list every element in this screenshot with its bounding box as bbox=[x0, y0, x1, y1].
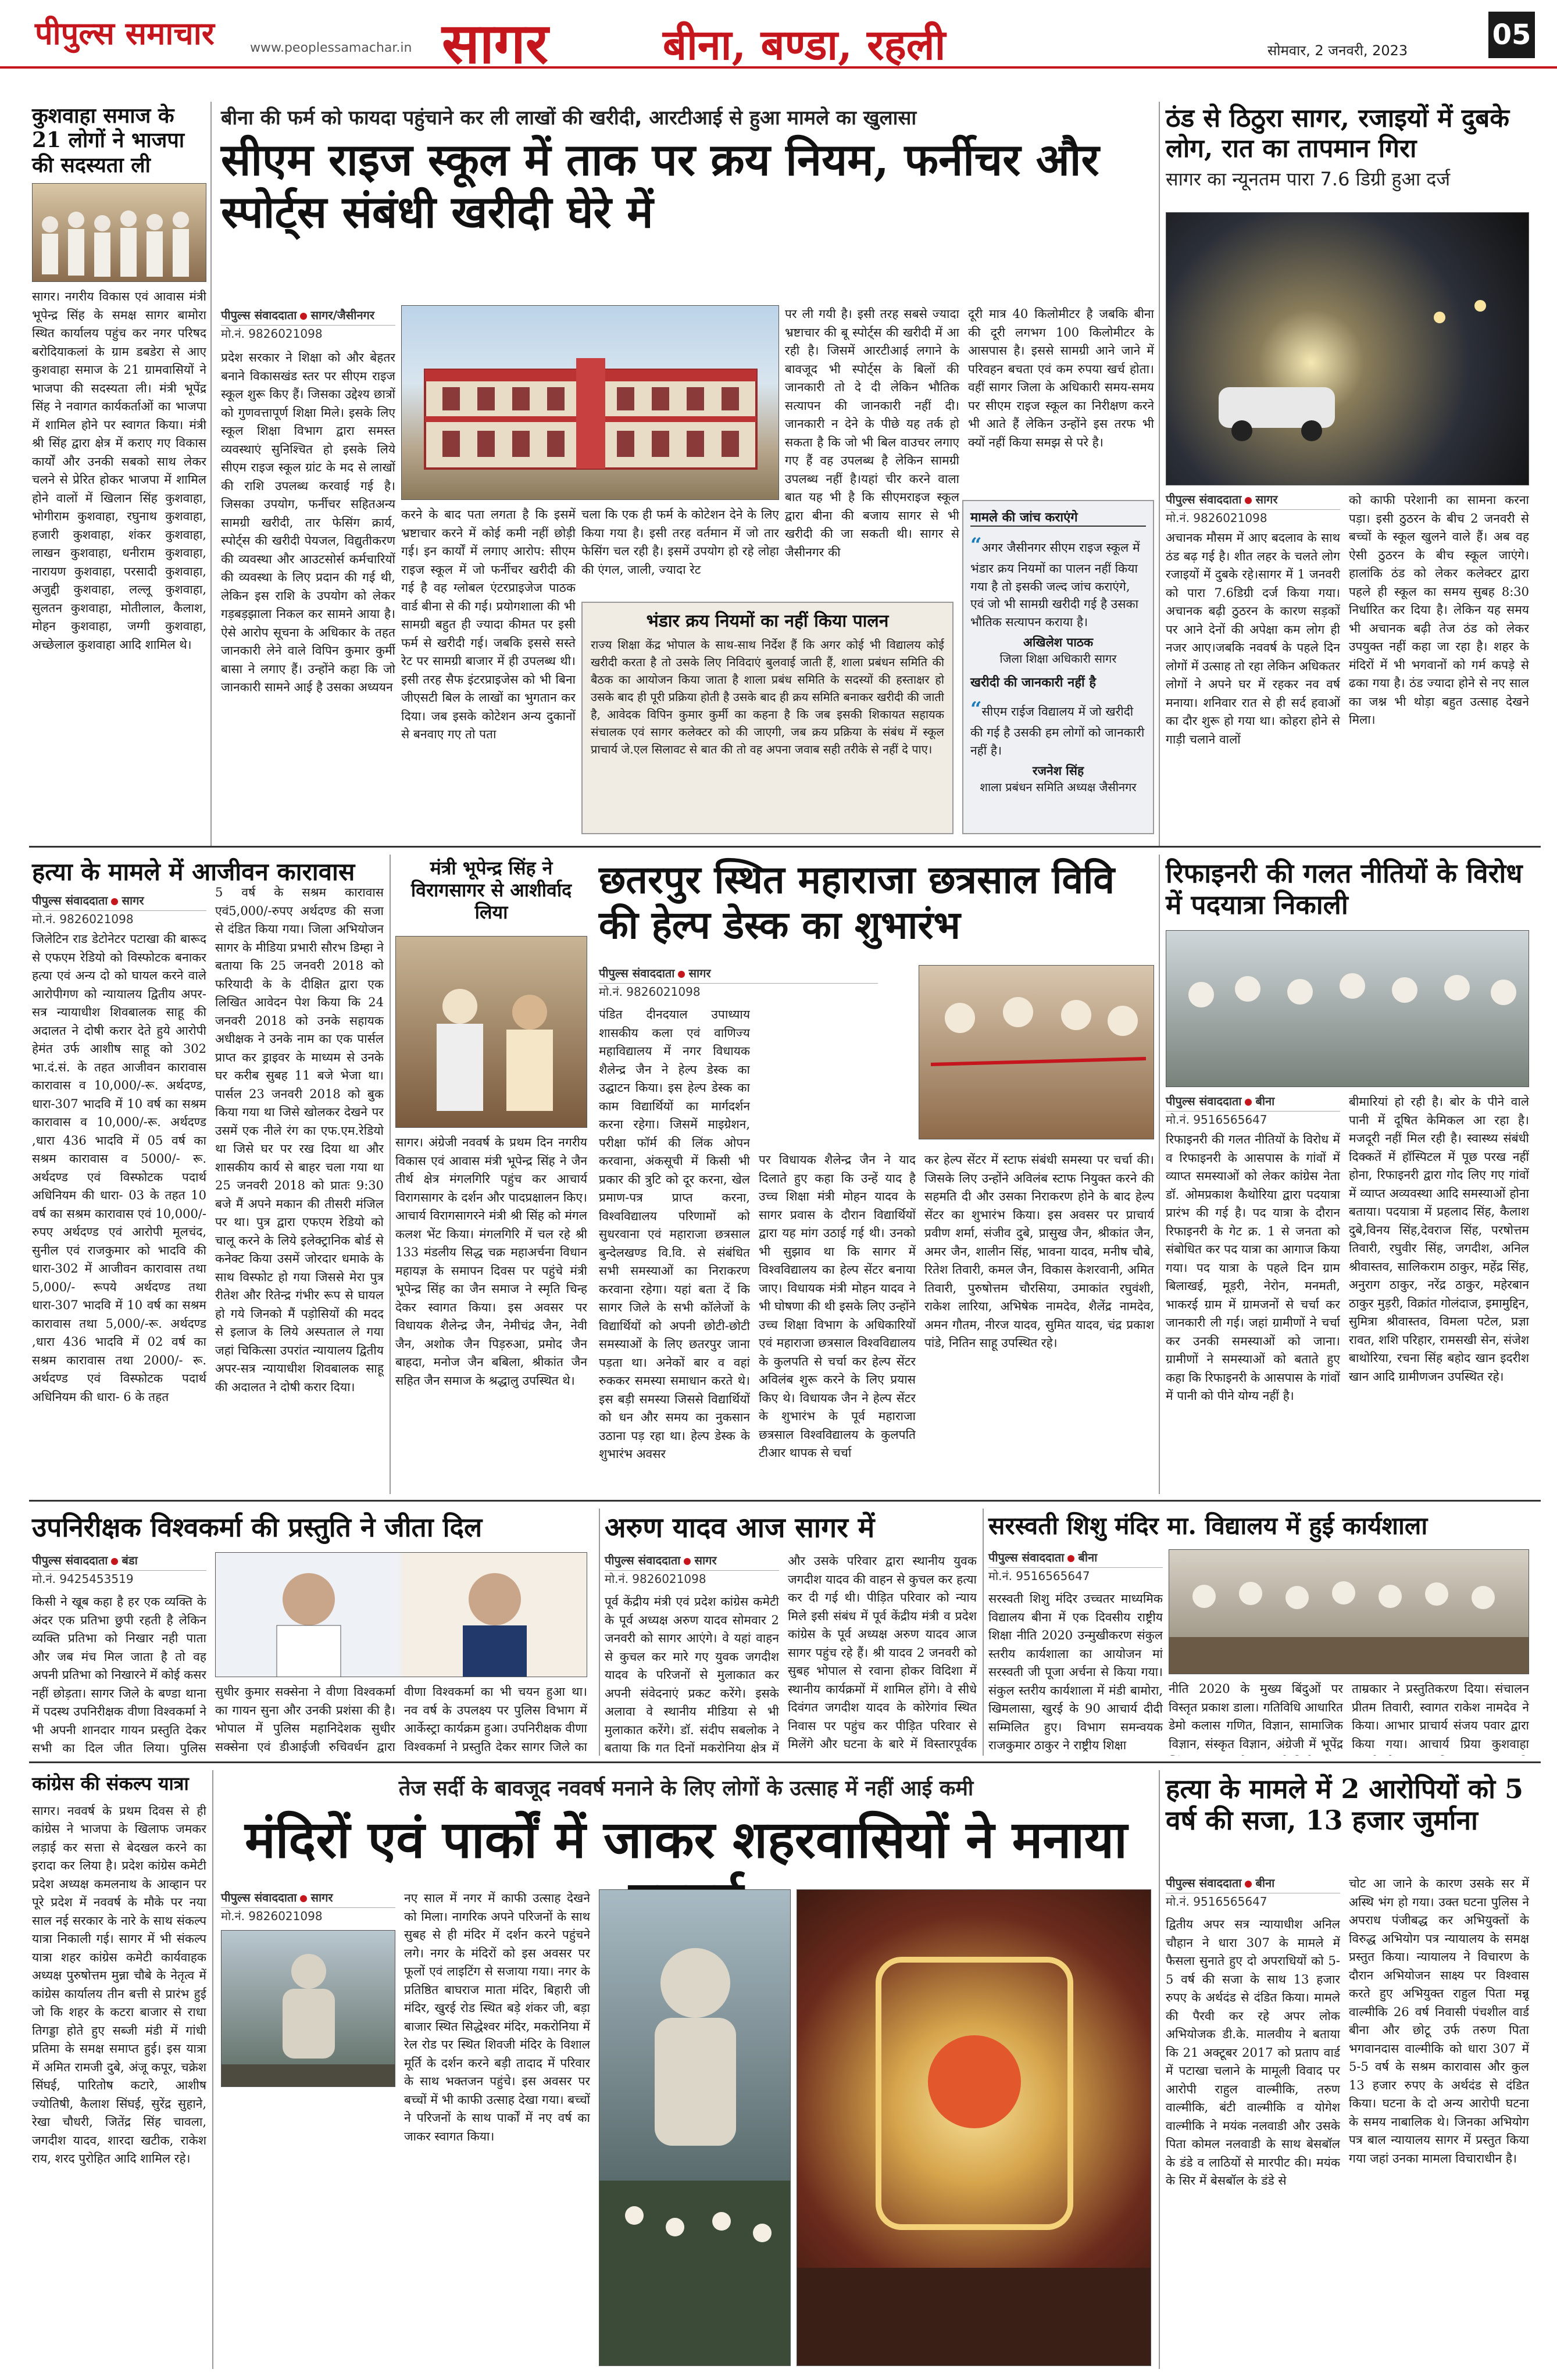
dateline: सोमवार, 2 जनवरी, 2023 bbox=[1267, 42, 1408, 59]
mobile-number: मो.नं. 9826021098 bbox=[32, 912, 134, 926]
portrait-icon bbox=[216, 1553, 587, 1677]
story-col: करने के बाद पता लगता है कि इसमें भ्रष्टाचार करने में कोई कमी नहीं छोड़ी गई। इन कार्यों में लगाए आरोप: सीएम राइज स्कूल में जो फर्नीचर खरीदी की गई है वह ग्लोबल एंटरप्राइजेज पाठक वार्ड बीना से की गई। प्रयोगशाला की भी सामग्री बहुत ही ज्यादा कीमत पर इसी फर्म से खरीदी गई। जबकि इससे सस्ते रेट पर सामग्री बाजार में ही उपलब्ध थी। इसी तरह सैफ इंटरप्राइजेस को भी बिना जीएसटी बिल के लाखों का भुगतान कर दिया। जब इसके कोटेशन अन्य दुकानों से बनवाए गए तो पता bbox=[401, 508, 576, 741]
quote-author: रजनेश सिंह bbox=[1032, 764, 1084, 778]
portrait-photos bbox=[215, 1552, 587, 1677]
story-byline-block bbox=[1166, 491, 1340, 526]
story-subhead: सागर का न्यूनतम पारा 7.6 डिग्री हुआ दर्ज bbox=[1166, 167, 1451, 190]
story-kicker: बीना की फर्म को फायदा पहुंचाने कर ली लाखों की खरीदी, आरटीआई से हुआ मामले का खुलासा bbox=[221, 106, 917, 130]
ribbon-cutting-icon bbox=[919, 966, 1154, 1139]
story-refinery bbox=[1166, 857, 1529, 921]
story-col: नए साल में नगर में काफी उत्साह देखने को मिला। नागरिक अपने परिजनों के साथ सुबह से ही मंदिर में दर्शन करने पहुंचने लगे। नगर के मंदिरों को इस अवसर पर फूलों एवं लाइटिंग से सजाया गया। नगर के प्रतिष्ठित बाघराज माता मंदिर, बिहारी जी मंदिर, खुरई रोड स्थित बड़े शंकर जी, बड़ा बाजार स्थित सिद्धेश्वर मंदिर, मकरोनिया में रेल रोड पर स्थित शिवजी मंदिर के विशाल मूर्ति के दर्शन करने बड़ी तादाद में परिवार के साथ भक्तजन पहुंचे। इस अवसर पर बच्चों में भी काफी उत्साह देखा गया। बच्चों ने परिजनों के साथ पार्कों में नए वर्ष का जाकर स्वागत किया। bbox=[404, 1891, 590, 2143]
story-byline-block bbox=[1166, 1875, 1340, 1909]
masthead bbox=[0, 0, 1557, 76]
story-headline: मंदिरों एवं पार्कों में जाकर शहरवासियों ने मनाया bbox=[245, 1809, 1127, 1870]
website-url: www.peoplessamachar.in bbox=[250, 41, 412, 55]
mobile-number: मो.नं. 9826021098 bbox=[605, 1572, 706, 1586]
byline: पीपुल्स संवाददाता सागर bbox=[221, 1889, 395, 1908]
story-col: ताम्रकार ने प्रस्तुतिकरण दिया। संचालन प्रीतम तिवारी, स्वागत राकेश नामदेव ने किया। आभार प्राचार्य संजय पवार द्वारा किया गया। आचार्य प्रिया कुशवाहा bbox=[1352, 1682, 1529, 1751]
story-col: पर विधायक शैलेन्द्र जैन ने याद दिलाते हुए कहा कि उन्हें याद है उच्च शिक्षा मंत्री मोहन यादव के सागर प्रवास के दौरान विद्यार्थियों द्वारा यह मांग उठाई गई थी। उनको भी सुझाव था कि सागर में विश्वविद्यालय का हेल्प सेंटर बनाया जाए। विधायक मंत्री मोहन यादव ने भी घोषणा की थी इसके लिए उन्होंने उच्च शिक्षा विभाग के अधिकारियों एवं महाराजा छत्रसाल विश्वविद्यालय के कुलपति से चर्चा कर हेल्प सेंटर अविलंब शुरू करने के लिए प्रयास किए थे। विधायक जैन ने हेल्प सेंटर के शुभारंभ के पूर्व महाराजा छत्रसाल विश्वविद्यालय के कुलपति टीआर थापक से चर्चा bbox=[759, 1153, 916, 1460]
section-subtitle: बीना, बण्डा, रहली bbox=[663, 20, 946, 69]
mobile-number: मो.नं. 9425453519 bbox=[32, 1572, 134, 1586]
people-photo-icon bbox=[1169, 1550, 1529, 1674]
separator-dot bbox=[1245, 497, 1252, 504]
padyatra-photo bbox=[1166, 930, 1529, 1087]
park-icon bbox=[599, 1890, 791, 2366]
inauguration-photo bbox=[919, 965, 1154, 1139]
quote-title: मामले की जांच कराएंगे bbox=[970, 508, 1146, 527]
page-number: 05 bbox=[1488, 12, 1535, 58]
quote-role: जिला शिक्षा अधिकारी सागर bbox=[999, 652, 1117, 666]
column-rule bbox=[1159, 1770, 1160, 2369]
story-two-accused bbox=[1166, 1773, 1529, 1836]
story-byline-block bbox=[1166, 1093, 1340, 1127]
story-headline: ठंड से ठिठुरा सागर, रजाइयों में दुबके लोग, रात का तापमान गिरा bbox=[1166, 103, 1510, 163]
temple-icon bbox=[797, 1890, 1151, 2366]
story-headline: अरुण यादव आज सागर में bbox=[605, 1511, 875, 1544]
separator-dot bbox=[678, 971, 685, 978]
story-headline: कांग्रेस की संकल्प यात्रा bbox=[32, 1773, 189, 1795]
quote-1: “अगर जैसीनगर सीएम राइज स्कूल में भंडार क्रय नियमों का पालन नहीं किया गया है तो इसकी जल्द जांच कराएंगे, एवं जो भी सामग्री खरीदी गई है उसका भौतिक सत्यापन कराया है। bbox=[970, 534, 1140, 629]
story-kicker: तेज सर्दी के बावजूद नववर्ष मनाने के लिए लोगों के उत्साह में नहीं आई कमी bbox=[398, 1777, 974, 1800]
separator-dot bbox=[684, 1558, 691, 1565]
story-minister-blessing bbox=[395, 857, 587, 923]
quote-author: अखिलेश पाठक bbox=[1023, 635, 1094, 650]
row-rule bbox=[29, 846, 1541, 848]
story-col: बीमारियां हो रही है। बोर के पीने वाले पानी में दूषित केमिकल आ रहा है। मजदूरी नहीं मिल रही है। स्वास्थ्य संबंधी दिक्कतें में हॉस्पिटल में पूछ परख नहीं होना, रिफाइनरी द्वारा गोद लिए गए गांवों में व्याप्त अव्यवस्था आदि समस्याओं होना बताया। पदयात्रा में प्रहलाद सिंह, कैलाश दुबे,विनय सिंह,देवराज सिंह, परषोत्तम तिवारी, रघुवीर सिंह, जगदीश, अनिल श्रीवास्तव, सालिकराम ठाकुर, महेंद्र सिंह, अनुराग ठाकुर, नरेंद्र ठाकुर, महेरबान ठाकुर मुड़री, विक्रांत गोलंदाज, इमामुद्दिन, सुमित्रा श्रीवास्तव, विमला पटेल, प्रज्ञा रावत, शशि परिहार, रामसखी सेन, संजेश बाथोरिया, रचना सिंह बहोद खान इदरीश खान आदि ग्रामीणजन उपस्थित रहे। bbox=[1349, 1095, 1529, 1384]
byline: पीपुल्स संवाददाता सागर bbox=[1166, 491, 1340, 510]
story-byline-block bbox=[599, 965, 878, 999]
mobile-number: मो.नं. 9826021098 bbox=[221, 1909, 323, 1923]
row-rule bbox=[29, 1500, 1541, 1502]
workshop-photo bbox=[1169, 1549, 1529, 1674]
people-photo-icon bbox=[396, 937, 587, 1128]
story-col: वीणा विश्वकर्मा का भी चयन हुआ था। नव वर्ष के उपलक्ष्य पर पुलिस विभाग में आर्केस्ट्रा कार्यक्रम हुआ। उपनिरीक्षक वीणा विश्वकर्मा ने प्रस्तुति देकर सागर जिले का bbox=[404, 1685, 587, 1754]
story-col: कर हेल्प सेंटर में स्टाफ संबंधी समस्या पर चर्चा की। जिसके लिए उन्होंने अविलंब स्टाफ नियुक्त करने की सहमति दी और उसका निराकरण होने के बाद हेल्प सेंटर का शुभारंभ किया। इस अवसर पर प्राचार्य प्रवीण शर्मा, संजीव दुबे, प्रासुख जैन, श्रीकांत जैन, अमर जैन, शालीन सिंह, भावना यादव, मनीष चौबे, रितेश तिवारी, कमल जैन, विकास केशरवानी, अमित तिवारी, पुरुषोत्तम चौरसिया, उमाकांत रघुवंशी, राकेश लारिया, अभिषेक नामदेव, शैलेंद्र नामदेव, अमन गौतम, नीरज यादव, सुमित यादव, चंद्र प्रकाश पांडे, नितिन साहू उपस्थित रहे। bbox=[924, 1153, 1154, 1350]
story-col: सुधीर कुमार सक्सेना ने वीणा विश्वकर्मा का गायन सुना और उनकी प्रशंसा की है। भोपाल में पुलिस महानिदेशक सुधीर सक्सेना एवं डीआईजी रुचिवर्धन द्वारा bbox=[215, 1685, 395, 1754]
byline: पीपुल्स संवाददाता बंडा bbox=[32, 1552, 206, 1571]
story-col: अचानक मौसम में आए बदलाव के साथ ठंड बढ़ गई है। शीत लहर के चलते लोग रजाइयों में दुबके रहे।सागर में 1 जनवरी को पारा 7.6डिग्री दर्ज किया गया। अचानक बढ़ी ठुठरन के कारण सड़कों पर आने देनों की अपेक्षा कम लोग ही नजर आए।जबकि नववर्ष के पहले दिन लोगों में उत्साह तो रहा लेकिन अधिकतर लोगों ने अपने घर में रहकर नव वर्ष मनाया। शनिवार रात से ही सर्द हवाओं का दौर शुरू हो गया था। कोहरा होने से गाड़ी चलाने वालों bbox=[1166, 531, 1340, 746]
story-col: द्वितीय अपर सत्र न्यायाधीश अनिल चौहान ने धारा 307 के मामले में फैसला सुनाते हुए दो अपराधियों को 5-5 वर्ष की सजा के साथ 13 हजार रुपए के अर्थदंड से दंडित किया। मामले की पैरवी कर रहे अपर लोक अभियोजक डी.के. मालवीय ने बताया कि 21 अक्टूबर 2017 को प्रताप वार्ड में पटाखा चलाने के मामूली विवाद पर आरोपी राहुल वाल्मीकि, तरुण वाल्मीकि, बंटी वाल्मीकि व योगेश वाल्मीकि ने मयंक नलवाडी और उसके पिता कोमल नलवाडी के साथ बेसबॉल के डंडे व लाठियों से मारपीट की। मयंक के सिर में बेसबॉल के डंडे से bbox=[1166, 1917, 1340, 2188]
byline: पीपुल्स संवाददाता सागर bbox=[605, 1552, 779, 1571]
quote-role: शाला प्रबंधन समिति अध्यक्ष जैसीनगर bbox=[980, 780, 1137, 795]
column-rule bbox=[1159, 855, 1160, 1494]
story-congress-yatra bbox=[32, 1773, 206, 2360]
story-headline: कुशवाहा समाज के 21 लोगों ने भाजपा की सदस्यता ली bbox=[32, 103, 185, 177]
car-icon bbox=[1166, 213, 1529, 485]
quote-mark-icon: “ bbox=[970, 698, 982, 721]
story-col: और उसके परिवार द्वारा स्थानीय युवक जगदीश यादव की वाहन से कुचल कर हत्या कर दी गई थी। पीड़ित परिवार को न्याय मिले इसी संबंध में पूर्व केंद्रीय मंत्री व प्रदेश कांग्रेस के पूर्व अध्यक्ष अरुण यादव आज सागर पहुंच रहे हैं। श्री यादव 2 जनवरी को सुबह भोपाल से रवाना होकर विदिशा में स्थानीय कार्यक्रमों में शामिल होंगे। वे सीधे दिवंगत जगदीश यादव के कोरेगांव स्थित निवास पर पहुंच कर पीड़ित परिवार से मिलेंगे और घटना के बारे में विस्तारपूर्वक bbox=[788, 1554, 977, 1751]
separator-dot bbox=[300, 1895, 307, 1902]
story-col: प्रदेश सरकार ने शिक्षा को और बेहतर बनाने विकासखंड स्तर पर सीएम राइज स्कूल शुरू किए हैं। जिसका उद्देश्य छात्रों को गुणवत्तापूर्ण शिक्षा मिले। इसके लिए स्कूल शिक्षा विभाग द्वारा समस्त व्यवस्थाएं सुनिश्चित हो इसके लिये सीएम राइज स्कूल ग्रांट के मद से लाखों की राशि उपलब्ध करवाई गई है। जिसका उपयोग, फर्नीचर सहितअन्य सामग्री खरीदी, तार फेसिंग क्रार्य, स्पोर्ट्स की खरीदी पेयजल, विद्युतीकरण की व्यवस्था और आउटसोर्स कर्मचारियों की व्यवस्था के लिए प्रदान की गई थी, लेकिन इस राशि के उपयोग को लेकर गड़बड़झाला निकल कर सामने आया है। ऐसे आरोप सूचना के अधिकार के तहत जानकारी लेने वाले विपिन कुमार कुर्मी बासा ने लगाए हैं। उन्होंने कहा कि जो जानकारी सामने आई है उसका अध्ययन bbox=[221, 351, 395, 694]
story-byline-block bbox=[32, 1552, 206, 1586]
mobile-number: मो.नं. 9516565647 bbox=[1166, 1113, 1267, 1127]
quote-2: “सीएम राईज विद्यालय में जो खरीदी की गई है उसकी हम लोगों को जानकारी नहीं है। bbox=[970, 698, 1145, 757]
story-byline-block bbox=[32, 892, 206, 927]
byline: पीपुल्स संवाददाता बीना bbox=[1166, 1093, 1340, 1112]
separator-dot bbox=[300, 313, 307, 320]
separator-dot bbox=[1245, 1881, 1252, 1888]
building-icon bbox=[402, 306, 779, 500]
story-headline: रिफाइनरी की गलत नीतियों के विरोध में पदयात्रा निकाली bbox=[1166, 857, 1523, 921]
story-life-sentence bbox=[32, 857, 384, 887]
mobile-number: मो.नं. 9516565647 bbox=[988, 1569, 1090, 1583]
story-col: पर ली गयी है। इसी तरह सबसे ज्यादा भ्रष्टाचार की बू स्पोर्ट्स की खरीदी में आ रही है। जिसमें आरटीआई लगाने के बावजूद भी स्पोर्ट्स के बिलों की जानकारी तो दे दी लेकिन भौतिक सत्यापन की जानकारी नहीं दी। जानकारी न देने के पीछे यह तर्क हो सकता है कि जो भी बिल वाउचर लगाए गए हैं वह उपलब्ध है लेकिन सामग्री उपलब्ध नहीं है।यहां चीर करने वाला बात यह भी है कि सीएमराइज स्कूल द्वारा बीना की बजाय सागर से भी खरीदी की जा सकती थी। सागर से जैसीनगर की bbox=[785, 307, 959, 559]
byline: पीपुल्स संवाददाता बीना bbox=[1166, 1875, 1340, 1893]
story-body: सागर। नगरीय विकास एवं आवास मंत्री भूपेन्द्र सिंह के समक्ष सागर बामोरा स्थित कार्यालय पहुंच कर नगर परिषद बरोदियाकलां के ग्राम डबडेरा से आए कुशवाहा समाज के 21 ग्रामवासियों ने भाजपा की सदस्यता ली। मंत्री भूपेंद्र सिंह ने नवागत कार्यकर्ताओं का भाजपा में शामिल होने पर स्वागत किया। मंत्री श्री सिंह द्वारा क्षेत्र में कराए गए विकास कार्यों और उनकी सबको साथ लेकर चलने से प्रेरित होकर भाजपा में शामिल होने वालों में खिलान सिंह कुशवाहा, भोगीराम कुशवाहा, रघुनाथ कुशवाहा, हजारी कुशवाहा, शंकर कुशवाहा, लाखन कुशवाहा, धनीराम कुशवाहा, नारायण कुशवाहा, परसादी कुशवाहा, अजुद्दी कुशवाहा, लल्लू कुशवाहा, सुलतन कुशवाहा, मोतीलाल, कैलाश, मोहन कुशवाहा, जग्गी कुशवाहा, अच्छेलाल कुशवाहा आदि शामिल थे। bbox=[32, 290, 206, 652]
story-help-desk bbox=[599, 857, 1154, 948]
mobile-number: मो.नं. 9826021098 bbox=[1166, 511, 1267, 525]
byline: पीपुल्स संवाददाता सागर/जैसीनगर bbox=[221, 307, 395, 326]
story-cm-rise bbox=[221, 103, 1151, 238]
story-headline: सीएम राइज स्कूल में ताक पर क्रय नियम, फर्नीचर और स्पोर्ट्स संबंधी खरीदी घेरे में bbox=[221, 134, 1099, 238]
story-col: जिलेटिन राड डेटोनेटर पटाखा की बारूद से एफएम रेडियो को विस्फोटक बनाकर हत्या एवं अन्य दो को घायल करने वाले आरोपीगण को न्यायालय द्वितीय अपर-सत्र न्यायाधीश शिवबालक साहू की अदालत ने दोषी करार देते हुये आरोपी हेमंत उर्फ आशीष साहू को 302 भा.दं.सं. के तहत आजीवन कारावास कारावास व 10,000/-रू. अर्थदण्ड, धारा-307 भादवि में 10 वर्ष का सश्रम कारावास व 10,000/-रू. अर्थदण्ड ,धारा 436 भादवि में 05 वर्ष का सश्रम कारावास व 5000/- रू. अर्थदण्ड एवं विस्फोटक पदार्थ अधिनियम की धारा- 03 के तहत 10 वर्ष का सश्रम कारावास एवं 10,000/- रुपए अर्थदण्ड एवं आरोपी मूलचंद, सुनील एवं राजकुमार को भादवि की धारा-302 में आजीवन कारावास तथा 5,000/- रूपये अर्थदण्ड तथा धारा-307 भादवि में 10 वर्ष का सश्रम कारावास तथा 5,000/-रू. अर्थदण्ड ,धारा 436 भादवि में 02 वर्ष का सश्रम कारावास तथा 2000/- रू. अर्थदण्ड एवं विस्फोटक पदार्थ अधिनियम की धारा- 6 के तहत bbox=[32, 932, 206, 1404]
story-headline: सरस्वती शिशु मंदिर मा. विद्यालय में हुई कार्यशाला bbox=[988, 1511, 1428, 1540]
story-col: चला कि एक ही फर्म के कोटेशन देने के लिए किया गया है। इसी तरह वर्तमान में जो तार फेसिंग चल रही है। इसमें उपयोग हो रहे लोहा की एंगल, जाली, ज्यादा रेट bbox=[581, 508, 779, 577]
park-photo bbox=[599, 1889, 791, 2366]
story-col: किसी ने खूब कहा है हर एक व्यक्ति के अंदर एक प्रतिभा छुपी रहती है लेकिन व्यक्ति प्रतिभा को निखार नही पाता और जब मंच मिल जाता है तो वह अपनी प्रतिभा को निखारने में कोई कसर नहीं छोड़ता। सागर जिले के बण्डा थाना में पदस्थ उपनिरीक्षक वीणा विश्वकर्मा ने भी अपनी शानदार गायन प्रस्तुति देकर सभी का दिल जीत लिया। पुलिस bbox=[32, 1595, 206, 1755]
mobile-number: मो.नं. 9516565647 bbox=[1166, 1895, 1267, 1909]
box-title: भंडार क्रय नियमों का नहीं किया पालन bbox=[646, 611, 889, 631]
column-rule bbox=[390, 855, 391, 1494]
quote-title: खरीदी की जानकारी नहीं है bbox=[970, 676, 1097, 691]
column-rule bbox=[210, 102, 212, 846]
temple-idol-photo bbox=[797, 1889, 1151, 2366]
school-building-photo bbox=[401, 305, 779, 500]
mobile-number: मो.नं. 9826021098 bbox=[599, 985, 701, 999]
story-headline: हत्या के मामले में 2 आरोपियों को 5 वर्ष की सजा, 13 हजार जुर्माना bbox=[1166, 1773, 1524, 1836]
story-col: चोट आ जाने के कारण उसके सर में अस्थि भंग हो गया। उक्त घटना पुलिस ने अपराध पंजीबद्ध कर अभियुक्तों के विरुद्ध अभियोग पत्र न्यायालय के समक्ष प्रस्तुत किया। न्यायालय ने विचारण के दौरान अभियोजन साक्ष्य पर विश्वास करते हुए अभियुक्त राहुल पिता मन्नू वाल्मीकि 26 वर्ष निवासी पंचशील वार्ड बीना और छोटू उर्फ तरुण पिता भगवानदास वाल्मीकि को धारा 307 में 5-5 वर्ष के सश्रम कारावास और कुल 13 हजार रुपए के अर्थदंड से दंडित किया। घटना के दो अन्य आरोपी घटना के समय नाबालिक थे। जिनका अभियोग पत्र बाल न्यायालय सागर में प्रस्तुत किया गया जहां उनका मामला विचाराधीन है। bbox=[1349, 1877, 1529, 2165]
section-title: सागर bbox=[442, 10, 549, 76]
row-rule bbox=[29, 1761, 1541, 1763]
people-photo-icon bbox=[33, 184, 206, 282]
story-arun-yadav bbox=[605, 1511, 977, 1545]
quote-mark-icon: “ bbox=[970, 534, 982, 557]
story-col: सागर। अंग्रेजी नववर्ष के प्रथम दिन नगरीय विकास एवं आवास मंत्री भूपेन्द्र सिंह ने जैन तीर्थ क्षेत्र मंगलगिरि पहुंच कर आचार्य विरागसागर के दर्शन और पादप्रक्षालन किए। आचार्य विरागसागरने मंत्री श्री सिंह को मंगल कलश भेंट किया। मंगलगिरि में चल रहे श्री 133 मंडलीय सिद्ध चक्र महाअर्चना विधान महायज्ञ के समापन दिवस पर पहुंचे मंत्री भूपेन्द्र सिंह का जैन समाज ने स्मृति चिन्ह देकर स्वागत किया। इस अवसर पर विधायक शैलेन्द्र जैन, नेमीचंद्र जैन, नेवी जैन, अशोक जैन पिड़रुआ, प्रमोद जैन बाहदा, मनोज जैन बबिला, श्रीकांत जैन सहित जैन समाज के श्रद्धालु उपस्थित थे। bbox=[395, 1135, 587, 1388]
people-photo-icon bbox=[1166, 931, 1529, 1087]
separator-dot bbox=[1067, 1555, 1074, 1562]
column-rule bbox=[983, 1509, 984, 1756]
byline: पीपुल्स संवाददाता बीना bbox=[988, 1549, 1163, 1568]
story-si-vishwakarma bbox=[32, 1511, 590, 1543]
story-col: पूर्व केंद्रीय मंत्री एवं प्रदेश कांग्रेस कमेटी के पूर्व अध्यक्ष अरुण यादव सोमवार 2 जनवरी को सागर आएंगे। वे यहां वाहन से कुचल कर मारे गए युवक जगदीश यादव के परिजनों से मुलाकात कर अपनी संवेदनाएं प्रकट करेंगे। इसके अलावा वे स्थानीय मीडिया से भी मुलाकात करेंगे। डॉ. संदीप सबलोक ने बताया कि गत दिनों मकरोनिया क्षेत्र में bbox=[605, 1595, 779, 1755]
story-headline: छतरपुर स्थित महाराजा छत्रसाल विवि की हेल्प डेस्क का शुभारंभ bbox=[599, 857, 1115, 948]
story-col: रिफाइनरी की गलत नीतियों के विरोध में व रिफाइनरी के आसपास के गांवों में व्याप्त समस्याओं को लेकर कांग्रेस नेता डॉ. ओमप्रकाश कैथोरिया द्वारा पदयात्रा प्रारंभ की गई है। पद यात्रा के दौरान रिफाइनरी के गेट क्र. 1 से जनता को संबोधित कर पद यात्रा का आगाज किया गया। पद यात्रा के पहले दिन ग्राम बिलाखई, मूड़री, नेरोन, मनमती, भाकरई ग्राम में ग्रामजनों से चर्चा कर जानकारी ली गई। जहां ग्रामीणों ने चर्चा कर उनकी समस्याओं को जाना। ग्रामीणों ने समस्याओं को बताते हुए कहा कि रिफाइनरी के आसपास के गांवों में पानी को पीने योग्य नहीं है। bbox=[1166, 1132, 1340, 1403]
mobile-number: मो.नं. 9826021098 bbox=[221, 327, 323, 341]
separator-dot bbox=[111, 898, 118, 905]
separator-dot bbox=[111, 1558, 118, 1565]
story-col: 5 वर्ष के सश्रम कारावास एवं5,000/-रुपए अर्थदण्ड की सजा से दंडित किया गया। जिला अभियोजन सागर के मीडिया प्रभारी सौरभ डिम्हा ने बताया कि 25 जनवरी 2018 को फरियादी के के दीक्षित द्वारा एक लिखित आवेदन पेश किया कि 24 जनवरी 2018 को उनके सहायक अधीक्षक ने उनके नाम का एक पार्सल प्राप्त कर ड्राइवर के माध्यम से उनके घर करीब सुबह 11 बजे भेजा था। पार्सल 23 जनवरी 2018 को बुक किया गया था जिसे खोलकर देखने पर उसमें एक नीले रंग का एफ.एम.रेडियो था जिसे घर पर रख दिया था और शासकीय कार्य से बाहर चला गया था 25 जनवरी 2018 को प्रातः 9:30 बजे मैं अपने मकान की तीसरी मंजिल पर था। पुत्र द्वारा एफएम रेडियो को चालू करने के लिये इलेक्ट्रानिक बोर्ड से कनेक्ट किया उसमें जोरदार धमाके के साथ विस्फोट हो गया जिससे मेरा पुत्र रीतेश और रितेन्द्र गंभीर रूप से घायल हो गये जिनको मैं पड़ोसियों की मदद से इलाज के लिये अस्पताल ले गया जहां चिकित्सा उपरांत न्यायालय द्वितीय अपर-सत्र न्यायाधीश शिवबालक साहू की अदालत ने दोषी करार दिया। bbox=[215, 885, 384, 1394]
story-col: नीति 2020 के मुख्य बिंदुओं पर विस्तृत प्रकाश डाला। गतिविधि आधारित डेमो कलास गणित, विज्ञान, सामाजिक विज्ञान, संस्कृत विज्ञान, अंग्रेजी में भूपेंद्र bbox=[1169, 1682, 1343, 1751]
officials-quote-box bbox=[962, 500, 1154, 834]
story-col: को काफी परेशानी का सामना करना पड़ा। इसी ठुठरन के बीच 2 जनवरी से बच्चों के स्कूल खुलने वाले हैं। अब वह ऐसी ठुठरन के बीच स्कूल जाएंगे। हालांकि ठंड को लेकर कलेक्टर द्वारा पहले ही स्कूल का समय सुबह 8:30 निर्धारित कर दिया है। लेकिन यह समय भी अचानक बढ़ी तेज ठंड को लेकर उपयुक्त नहीं कहा जा रहा है। शहर के मंदिरों में भी भगवानों को गर्म कपड़े से ढका गया है। ठंड ज्यादा होने से नए साल का जश्न भी थोड़ा बहुत उत्साह देखने मिला। bbox=[1349, 493, 1529, 727]
shiva-statue-photo bbox=[221, 1930, 395, 2087]
newspaper-brand: पीपुल्स समाचार bbox=[35, 15, 215, 52]
story-headline: हत्या के मामले में आजीवन कारावास bbox=[32, 857, 355, 886]
story-cold bbox=[1166, 103, 1529, 191]
box-body: राज्य शिक्षा केंद्र भोपाल के साथ-साथ निर्देश हैं कि अगर कोई भी विद्यालय कोई खरीदी करता है तो उसके लिए निविदाएं बुलवाई जाती हैं, शाला प्रबंधन समिति की बैठक का आयोजन किया जाता है शाला प्रबंध समिति के सदस्यों की हस्ताक्षर हो उसके बाद ही पूरी प्रक्रिया होती है उसके बाद ही क्रय समिति बनाकर खरीदी की जाती है, आवेदक विपिन कुमार कुर्मी का कहना है कि जब इसकी शिकायत सहायक संचालक एवं सागर कलेक्टर को की जाएगी, जब क्रय प्रक्रिया के संबंध में स्कूल प्राचार्य जे.एल सिलावट से बात की तो वह अपना जवाब सही तरीके से नहीं दे पाए। bbox=[591, 638, 944, 757]
purchase-rules-box bbox=[581, 602, 954, 834]
story-headline: उपनिरीक्षक विश्वकर्मा की प्रस्तुति ने जीता दिल bbox=[32, 1511, 483, 1543]
story-col: दूरी मात्र 40 किलोमीटर है जबकि बीना की दूरी लगभग 100 किलोमीटर के आसपास है। इससे सामग्री आने जाने में परिवहन बचता एवं कम रुपया खर्च होता। वहीं सागर जिला के अधिकारी समय-समय पर सीएम राइज स्कूल का निरीक्षण करने भी आते हैं लेकिन उन्होंने इस तरफ भी क्यों नहीं किया समझ से परे है। bbox=[968, 307, 1154, 449]
story-byline-block bbox=[988, 1549, 1163, 1584]
story-kushwaha bbox=[32, 103, 206, 782]
story-col: पंडित दीनदयाल उपाध्याय शासकीय कला एवं वाणिज्य महाविद्यालय में नगर विधायक शैलेन्द्र जैन ने हेल्प डेस्क का उद्घाटन किया। इस हेल्प डेस्क का काम विद्यार्थियों का मार्गदर्शन करना रहेगा। जिसमें माइग्रेशन, परीक्षा फॉर्म की लिंक ओपन करवाना, अंकसूची में किसी भी प्रकार की त्रुटि को दूर करना, खेल प्रमाण-पत्र प्राप्त करना, विश्वविद्यालय परिणामों को सुधरवाना एवं महाराजा छत्रसाल बुन्देलखण्ड वि.वि. से संबंधित सभी समस्याओं का निराकरण करवाना रहेगा। यहां बता दें कि सागर जिले के सभी कॉलेजों के विद्यार्थियों को अपनी छोटी-छोटी समस्याओं के लिए छतरपुर जाना पड़ता था। अनेकों बार व वहां रुककर समस्या समाधान करते थे। इस बड़ी समस्या जिससे विद्यार्थियों को धन और समय का नुकसान उठाना पड़ रहा था। हेल्प डेस्क के शुभारंभ अवसर bbox=[599, 1007, 750, 1461]
story-body: सागर। नववर्ष के प्रथम दिवस से ही कांग्रेस ने भाजपा के खिलाफ जमकर लड़ाई कर सत्ता से बेदखल करने का इरादा कर लिया है। प्रदेश कांग्रेस कमेटी प्रदेश अध्यक्ष कमलनाथ के आव्हान पर पूरे प्रदेश में नववर्ष के मौके पर नया साल नई सरकार के नारे के साथ संकल्प यात्रा निकाली गई। सागर में भी संकल्प यात्रा शहर कांग्रेस कमेटी कार्यवाहक अध्यक्ष पुरुषोत्तम मुन्ना चौबे के नेतृत्व में कांग्रेस कार्यालय तीन बत्ती से प्रारंभ हुई जो कि शहर के कटरा बाजार से राधा तिगड्डा होते हुए सब्जी मंडी में गांधी प्रतिमा के समक्ष समाप्त हुई। इस यात्रा में अमित रामजी दुबे, अंजू कपूर, चक्रेश सिंघई, पारितोष कटारे, आशीष ज्योतिषी, कैलाश सिंघई, सुरेंद्र सुहाने, रेखा चौधरी, जितेंद्र सिंह चावला, जगदीश यादव, शारदा खटीक, राकेश राय, शरद पुरोहित आदि शामिल रहे। bbox=[32, 1803, 206, 2166]
story-byline-block bbox=[221, 1889, 395, 1924]
story-col: सरस्वती शिशु मंदिर उच्चतर माध्यमिक विद्यालय बीना में एक दिवसीय राष्ट्रीय शिक्षा नीति 2020 उन्मुखीकरण संकुल स्तरीय कार्यशाला का आयोजन मां सरस्वती जी पूजा अर्चना से किया गया। संकुल स्तरीय कार्यशाला में मंडी बामोरा, खिमलासा, खुरई के 90 आचार्य दीदी सम्मिलित हुए। विभाग समन्वयक राजकुमार ठाकुर ने राष्ट्रीय शिक्षा bbox=[988, 1592, 1163, 1752]
column-rule bbox=[599, 1509, 600, 1756]
story-byline-block bbox=[605, 1552, 779, 1586]
separator-dot bbox=[1245, 1099, 1252, 1106]
column-rule bbox=[212, 1770, 213, 2369]
group-photo bbox=[32, 183, 206, 282]
byline: पीपुल्स संवाददाता सागर bbox=[599, 965, 878, 984]
story-saraswati-workshop bbox=[988, 1511, 1529, 1541]
byline: पीपुल्स संवाददाता सागर bbox=[32, 892, 206, 911]
blessing-photo bbox=[395, 936, 587, 1128]
statue-icon bbox=[222, 1931, 395, 2087]
column-rule bbox=[1159, 102, 1160, 846]
story-byline-block bbox=[221, 307, 395, 341]
foggy-road-photo bbox=[1166, 212, 1529, 485]
story-headline: मंत्री भूपेन्द्र सिंह ने विरागसागर से आशीर्वाद लिया bbox=[410, 857, 572, 923]
